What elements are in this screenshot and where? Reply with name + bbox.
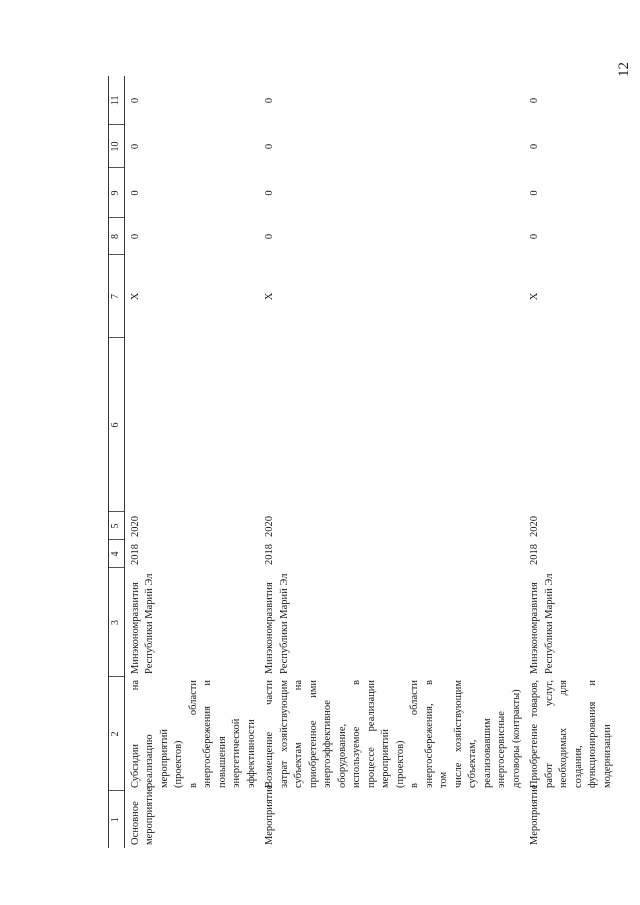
- column-10-cell: 0: [264, 143, 275, 150]
- executor-cell: Минэкономразвития Республики Марий Эл: [264, 573, 290, 674]
- description-line: процессе реализации: [365, 680, 377, 788]
- executor-cell: Минэкономразвития Республики Марий Эл: [129, 573, 155, 674]
- column-8-cell: 0: [529, 233, 540, 240]
- table-body: [124, 76, 640, 848]
- description-line: субъектам,: [467, 739, 478, 788]
- description-line: энергосбережения, в том: [423, 680, 449, 788]
- description-line: числе хозяйствующим: [452, 680, 464, 788]
- description-line: договоры (контракты): [510, 689, 522, 788]
- description-line: Возмещение части: [264, 680, 275, 788]
- description-line: энергетической: [231, 718, 242, 788]
- column-10-cell: 0: [129, 143, 141, 150]
- description-line: в области: [409, 680, 420, 788]
- description-cell: [124, 677, 259, 791]
- description-line: реализацию: [144, 734, 155, 788]
- description-line: затрат хозяйствующим: [278, 680, 290, 788]
- description-line: модернизации: [601, 724, 613, 788]
- description-line: необходимых для: [558, 680, 569, 788]
- column-10-cell: 0: [529, 143, 540, 150]
- column-6-cell: [524, 338, 640, 512]
- description-line: реализовавшим: [481, 718, 493, 788]
- description-line: в области: [187, 680, 199, 788]
- column-header: 6: [109, 338, 125, 512]
- description-line: используемое в: [351, 680, 362, 788]
- description-line: повышения: [216, 736, 228, 788]
- column-11-cell: 0: [529, 97, 540, 104]
- column-9-cell: 0: [129, 190, 141, 196]
- column-9-cell: 0: [264, 190, 275, 196]
- column-header: 3: [109, 568, 125, 677]
- column-9-cell: 0: [529, 190, 540, 196]
- executor-cell: Минэкономразвития Республики Марий Эл: [529, 573, 555, 674]
- description-line: субъектам на: [293, 680, 304, 788]
- start-year-cell: 2018: [129, 544, 141, 565]
- table-row: [524, 76, 640, 848]
- end-year-cell: 2020: [529, 516, 540, 537]
- column-header: 9: [109, 168, 125, 218]
- table-row: [124, 76, 259, 848]
- column-6-cell: [124, 338, 259, 512]
- start-year-cell: 2018: [529, 544, 540, 565]
- column-header: 7: [109, 255, 125, 338]
- program-table: [108, 76, 640, 848]
- column-header: 10: [109, 125, 125, 168]
- column-header: 4: [109, 540, 125, 568]
- column-header: 8: [109, 218, 125, 255]
- description-line: энергоэффективное: [322, 700, 333, 788]
- description-line: мероприятий (проектов): [380, 729, 406, 788]
- description-line: Субсидии на: [129, 680, 141, 788]
- description-cell: [259, 677, 524, 791]
- type-cell: Основное мероприятие: [129, 787, 155, 845]
- description-line: оборудование,: [336, 723, 348, 788]
- column-7-cell: X: [264, 292, 275, 301]
- column-6-cell: [259, 338, 524, 512]
- type-cell: Мероприятие: [529, 784, 540, 845]
- description-cell: [524, 677, 640, 791]
- column-header: 1: [109, 791, 125, 848]
- description-line: создания,: [572, 745, 584, 788]
- description-line: энергосбережения и: [202, 680, 213, 788]
- column-8-cell: 0: [264, 233, 275, 240]
- end-year-cell: 2020: [129, 516, 141, 537]
- column-header: 2: [109, 677, 125, 791]
- header-row: [109, 76, 125, 848]
- column-7-cell: X: [129, 292, 141, 301]
- description-line: работ услуг,: [543, 680, 555, 788]
- description-line: эффективности: [245, 719, 257, 788]
- column-header: 11: [109, 76, 125, 125]
- column-11-cell: 0: [264, 97, 275, 104]
- description-line: приобретенное ими: [307, 680, 319, 788]
- table-row: [259, 76, 524, 848]
- column-7-cell: X: [529, 292, 540, 301]
- column-header: 5: [109, 512, 125, 540]
- description-line: Приобретение товаров,: [529, 680, 540, 788]
- description-line: мероприятий (проектов): [158, 729, 184, 788]
- rotated-table-wrapper: [108, 76, 622, 848]
- type-cell: Мероприятие: [264, 784, 275, 845]
- end-year-cell: 2020: [264, 516, 275, 537]
- start-year-cell: 2018: [264, 544, 275, 565]
- description-line: функционирования и: [587, 680, 598, 788]
- column-8-cell: 0: [129, 233, 141, 240]
- description-line: энергосервисные: [496, 711, 507, 788]
- column-11-cell: 0: [129, 97, 141, 104]
- page-number: 12: [616, 62, 632, 77]
